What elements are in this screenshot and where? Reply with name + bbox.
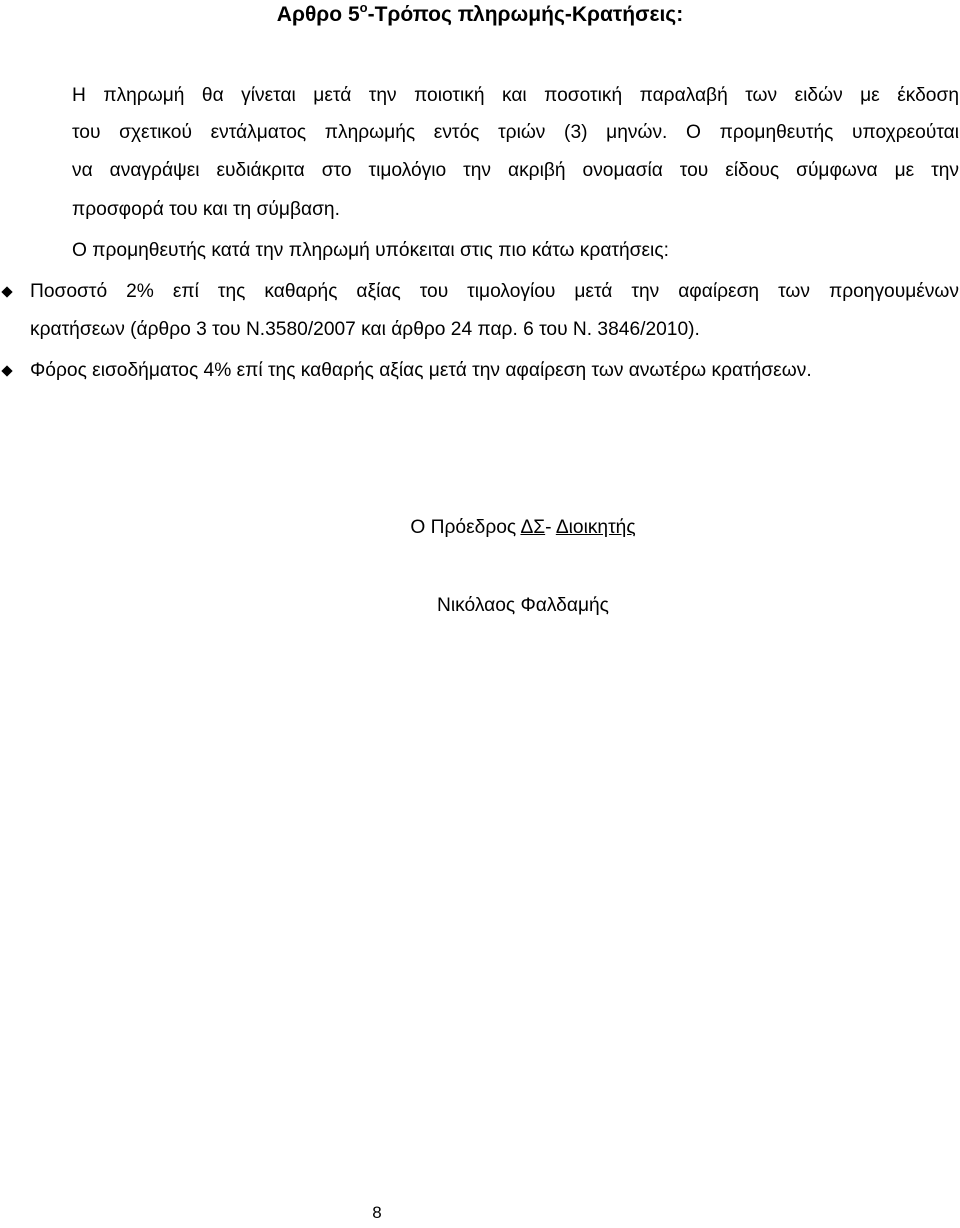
paragraph-line-4: προσφορά του και τη σύμβαση.: [72, 199, 340, 220]
signatory-name: Νικόλαος Φαλδαμής: [437, 595, 609, 616]
paragraph-line-1: Η πληρωμή θα γίνεται μετά την ποιοτική και ποσοτική παραλαβή των ειδών με έκδοση: [72, 85, 959, 106]
paragraph-line-2: του σχετικού εντάλματος πληρωμής εντός τριών (3) μηνών. Ο προμηθευτής υποχρεούται: [72, 122, 959, 143]
article-heading-prefix: Αρθρο 5: [276, 3, 360, 26]
diamond-bullet-icon: [0, 272, 14, 312]
deduction-1-line-1: Ποσοστό 2% επί της καθαρής αξίας του τιμολογίου μετά την αφαίρεση των προηγουμένων: [30, 281, 959, 302]
article-heading-superscript: ο: [359, 0, 368, 15]
signatory-title-part-2: ΔΣ: [520, 517, 546, 538]
signatory-title-part-1: Ο Πρόεδρος: [410, 517, 521, 538]
signatory-title-part-4: Διοικητής: [555, 517, 636, 538]
signatory-title: [0, 508, 960, 548]
deduction-1-line-2: κρατήσεων (άρθρο 3 του Ν.3580/2007 και άρθρο 24 παρ. 6 του Ν. 3846/2010).: [30, 319, 700, 340]
signatory-title-part-3: -: [545, 517, 556, 538]
deductions-intro: Ο προμηθευτής κατά την πληρωμή υπόκειται στις πιο κάτω κρατήσεις:: [72, 240, 669, 261]
article-heading: [0, 0, 960, 30]
diamond-bullet-icon: [0, 351, 14, 391]
page-number: 8: [372, 1203, 382, 1222]
paragraph-line-3: να αναγράψει ευδιάκριτα στο τιμολόγιο την ακριβή ονομασία του είδους σύμφωνα με την: [72, 160, 959, 181]
article-heading-suffix: -Τρόπος πληρωμής-Κρατήσεις:: [367, 3, 684, 26]
deduction-2-line-1: Φόρος εισοδήματος 4% επί της καθαρής αξίας μετά την αφαίρεση των ανωτέρω κρατήσεων.: [30, 360, 812, 381]
